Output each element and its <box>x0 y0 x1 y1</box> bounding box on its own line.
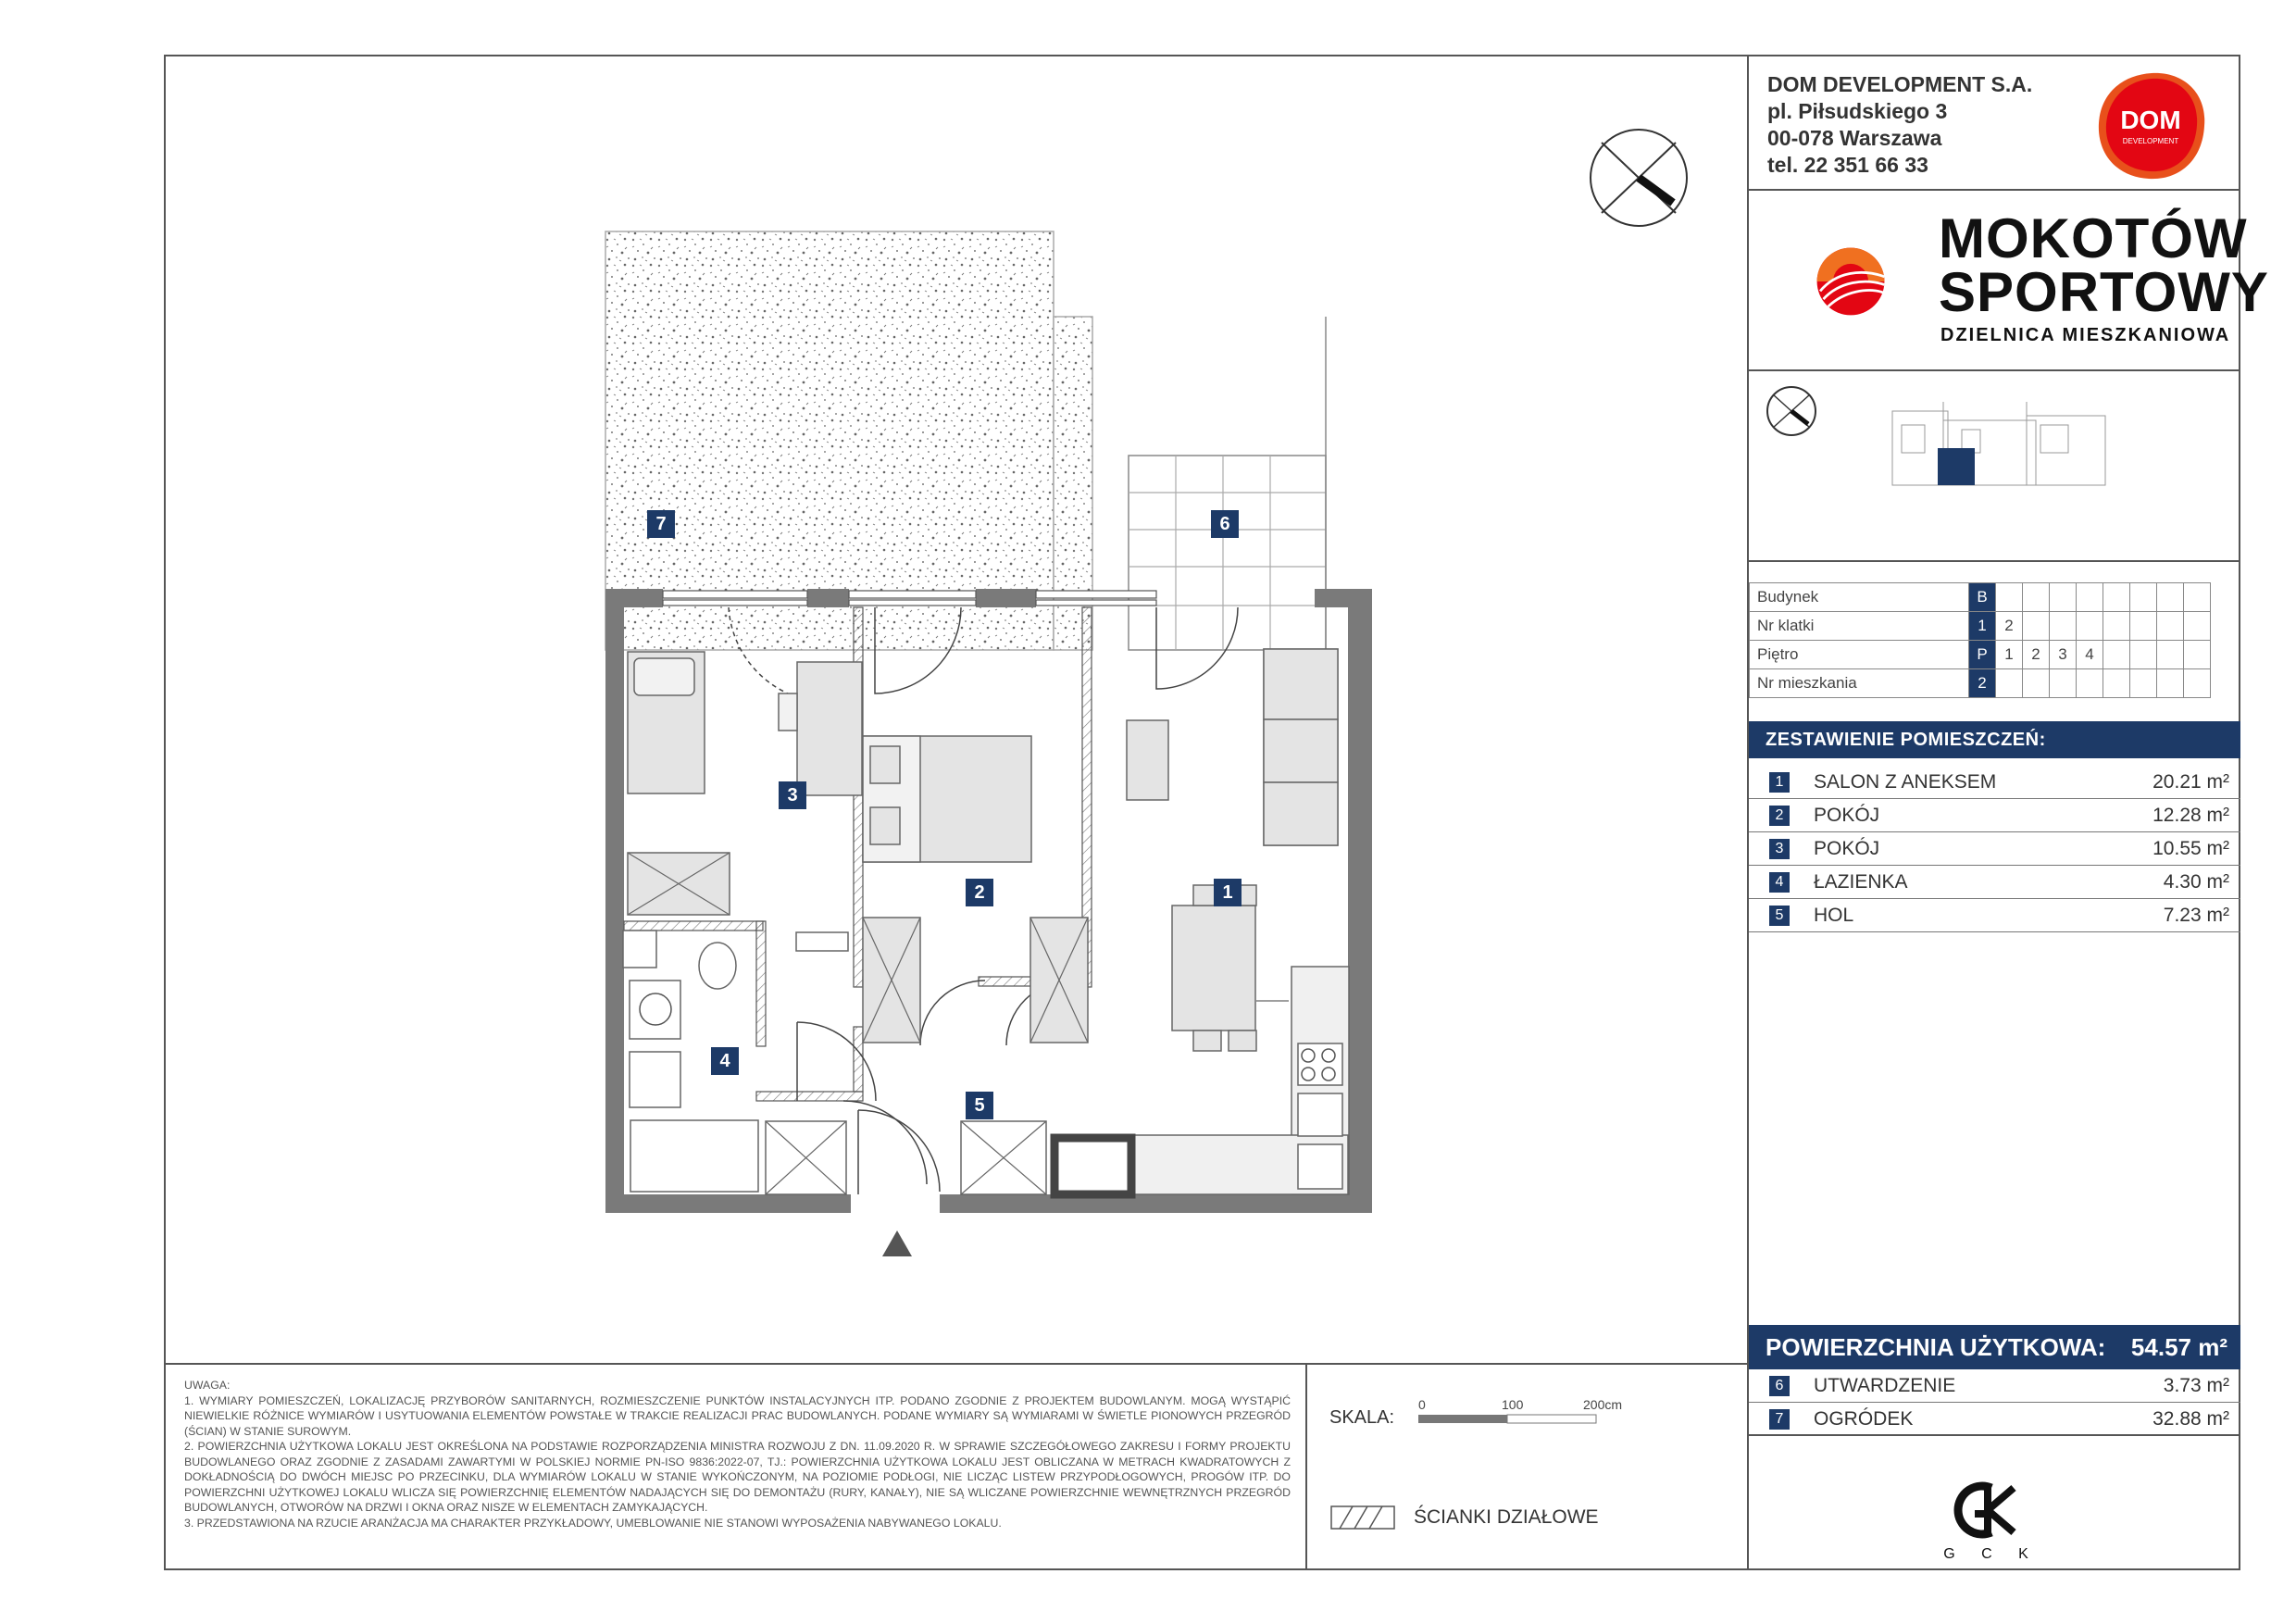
brand-line-2: SPORTOWY <box>1939 261 2269 323</box>
room-area: 7.23 m² <box>2163 905 2229 926</box>
room-name: POKÓJ <box>1814 805 1880 826</box>
room-label-6: 6 <box>1211 510 1239 538</box>
meta-value: 3 <box>2050 641 2077 669</box>
dom-logo-sub: DEVELOPMENT <box>2122 137 2179 145</box>
total-area <box>1749 1325 2240 1369</box>
meta-label: Piętro <box>1750 641 1969 669</box>
gck-letters: G C K <box>1943 1546 2040 1562</box>
room-label-1: 1 <box>1214 879 1242 906</box>
room-label-2: 2 <box>966 879 993 906</box>
brand-title <box>1939 207 2269 323</box>
room-name: SALON Z ANEKSEM <box>1814 771 1997 793</box>
room-number: 1 <box>1769 772 1790 793</box>
bottom-vertical-divider <box>1305 1364 1307 1569</box>
room-area: 10.55 m² <box>2152 838 2229 859</box>
room-area: 4.30 m² <box>2163 871 2229 893</box>
garden-area <box>605 231 1054 650</box>
scale-tick-200: 200cm <box>1583 1397 1623 1412</box>
notes-text <box>184 1378 1291 1530</box>
entrance-arrow <box>882 1230 912 1256</box>
scale-bar <box>1416 1396 1623 1433</box>
dom-logo-text: DOM <box>2120 106 2181 134</box>
room-name: ŁAZIENKA <box>1814 871 1908 893</box>
gck-logo-icon <box>1934 1480 2054 1564</box>
meta-label: Nr klatki <box>1750 612 1969 641</box>
meta-label: Nr mieszkania <box>1750 669 1969 698</box>
meta-row-pietro <box>1750 641 2211 669</box>
room-row <box>1749 866 2240 899</box>
meta-row-budynek <box>1750 583 2211 612</box>
scale-label: SKALA: <box>1329 1407 1395 1428</box>
room-area: 12.28 m² <box>2152 805 2229 826</box>
floor-plan-drawing <box>164 55 1748 1364</box>
mokotow-sportowy-logo-icon <box>1772 203 1929 360</box>
partition-legend-icon <box>1330 1505 1395 1530</box>
room-number: 5 <box>1769 906 1790 926</box>
company-address-2: 00-078 Warszawa <box>1767 126 1942 150</box>
meta-row-klatka <box>1750 612 2211 641</box>
room-number: 2 <box>1769 806 1790 826</box>
meta-value: 4 <box>2077 641 2103 669</box>
room-label-3: 3 <box>779 781 806 809</box>
meta-value: 1 <box>1969 612 1996 641</box>
company-address-1: pl. Piłsudskiego 3 <box>1767 99 1948 123</box>
room-row <box>1749 766 2240 799</box>
company-info <box>1767 71 2032 179</box>
brand-subtitle: DZIELNICA MIESZKANIOWA <box>1940 325 2231 345</box>
room-label-5: 5 <box>966 1092 993 1119</box>
room-area: 20.21 m² <box>2152 771 2229 793</box>
extra-area: 32.88 m² <box>2152 1408 2229 1430</box>
meta-label: Budynek <box>1750 583 1969 612</box>
extra-number: 7 <box>1769 1409 1790 1430</box>
scale-tick-0: 0 <box>1418 1397 1426 1412</box>
company-name: DOM DEVELOPMENT S.A. <box>1767 72 2033 96</box>
meta-row-mieszkanie <box>1750 669 2211 698</box>
meta-value: P <box>1969 641 1996 669</box>
room-row <box>1749 899 2240 932</box>
brand-line-1: MOKOTÓW <box>1939 207 2248 269</box>
notes-body: UWAGA: 1. WYMIARY POMIESZCZEŃ, LOKALIZACJĘ PRZYBORÓW SANITARNYCH, ROZMIESZCZENIE PUNKTÓW INSTALACYJNYCH ITP. PODANO ZGODNIE Z PROJEKTEM BUDOWLANYM. MOGĄ WYSTĄPIĆ NIEWIELKIE RÓŻNICE WYMIARÓW I USYTUOWANIA ELEMENTÓW POWSTAŁE W TRAKCIE REALIZACJI PRAC BUDOWLANYCH. PODANE WYMIARY SĄ WYMIARAMI W ŚWIETLE PIONOWYCH PRZEGRÓD (ŚCIAN) W STANIE SUROWYM. 2. POWIERZCHNIA UŻYTKOWA LOKALU JEST OKREŚLONA NA PODSTAWIE ROZPORZĄDZENIA MINISTRA ROZWOJU Z DN. 11.09.2020 R. W SPRAWIE SZCZEGÓŁOWEGO ZAKRESU I FORMY PROJEKTU BUDOWLANEGO ORAZ ZGODNIE Z ZASADAMI ZAWARTYMI W POLSKIEJ NORMIE PN-ISO 9836:2022-07, TJ.: POWIERZCHNIA UŻYTKOWA LOKALU JEST OBLICZANA W METRACH KWADRATOWYCH Z DOKŁADNOŚCIĄ DO DWÓCH MIEJSC PO PRZECINKU, DLA WYMIARÓW LOKALU W STANIE WYKOŃCZONYM, NA POZIOMIE PODŁOGI, NIE LICZĄC LISTEW PRZYPODŁOGOWYCH, PROGÓW ITP. DO POWIERZCHNI UŻYTKOWEJ LOKALU WLICZA SIĘ POWIERZCHNIĘ ELEMENTÓW NADAJĄCYCH SIĘ DO DEMONTAŻU (RURY, KANAŁY), NIE SĄ WLICZANE POWIERZCHNIE WEWNĘTRZNYCH PRZEGRÓD BUDOWLANYCH, OTWORÓW NA DRZWI I OKNA ORAZ NISZE W ELEMENTACH ZAMYKAJĄCYCH. 3. PRZEDSTAWIONA NA RZUCIE ARANŻACJA MA CHARAKTER PRZYKŁADOWY, UMEBLOWANIE NIE STANOWI WYPOSAŻENIA NABYWANEGO LOKALU. <box>184 1379 1291 1530</box>
paved-terrace <box>1129 456 1326 650</box>
room-label-7: 7 <box>647 510 675 538</box>
room-name: HOL <box>1814 905 1854 926</box>
partition-legend-label: ŚCIANKI DZIAŁOWE <box>1414 1506 1599 1528</box>
extra-area: 3.73 m² <box>2163 1375 2229 1396</box>
mini-compass-icon <box>1764 383 1819 439</box>
room-row <box>1749 832 2240 866</box>
meta-value: 2 <box>1996 612 2023 641</box>
key-plan-icon <box>1888 393 2110 504</box>
bottom-divider <box>164 1363 1748 1365</box>
extra-name: UTWARDZENIE <box>1814 1375 1956 1396</box>
extra-row <box>1749 1369 2240 1403</box>
total-area-value: 54.57 m² <box>2130 1333 2227 1361</box>
room-number: 4 <box>1769 872 1790 893</box>
dom-development-logo-icon <box>2091 66 2212 186</box>
meta-value: 1 <box>1996 641 2023 669</box>
room-row <box>1749 799 2240 832</box>
floor-plan <box>164 55 1748 1364</box>
room-number: 3 <box>1769 839 1790 859</box>
north-compass <box>1591 130 1687 226</box>
info-panel <box>1747 55 2269 1570</box>
rooms-header: ZESTAWIENIE POMIESZCZEŃ: <box>1749 721 2240 758</box>
meta-value: B <box>1969 583 1996 612</box>
scale-tick-100: 100 <box>1502 1397 1524 1412</box>
extra-number: 6 <box>1769 1376 1790 1396</box>
room-label-4: 4 <box>711 1047 739 1075</box>
meta-value: 2 <box>2023 641 2050 669</box>
extra-name: OGRÓDEK <box>1814 1408 1914 1430</box>
extra-row <box>1749 1403 2240 1436</box>
apartment-meta-table <box>1749 582 2211 698</box>
room-name: POKÓJ <box>1814 838 1880 859</box>
total-area-label: POWIERZCHNIA UŻYTKOWA: <box>1766 1333 2106 1361</box>
meta-value: 2 <box>1969 669 1996 698</box>
company-phone: tel. 22 351 66 33 <box>1767 153 1928 177</box>
